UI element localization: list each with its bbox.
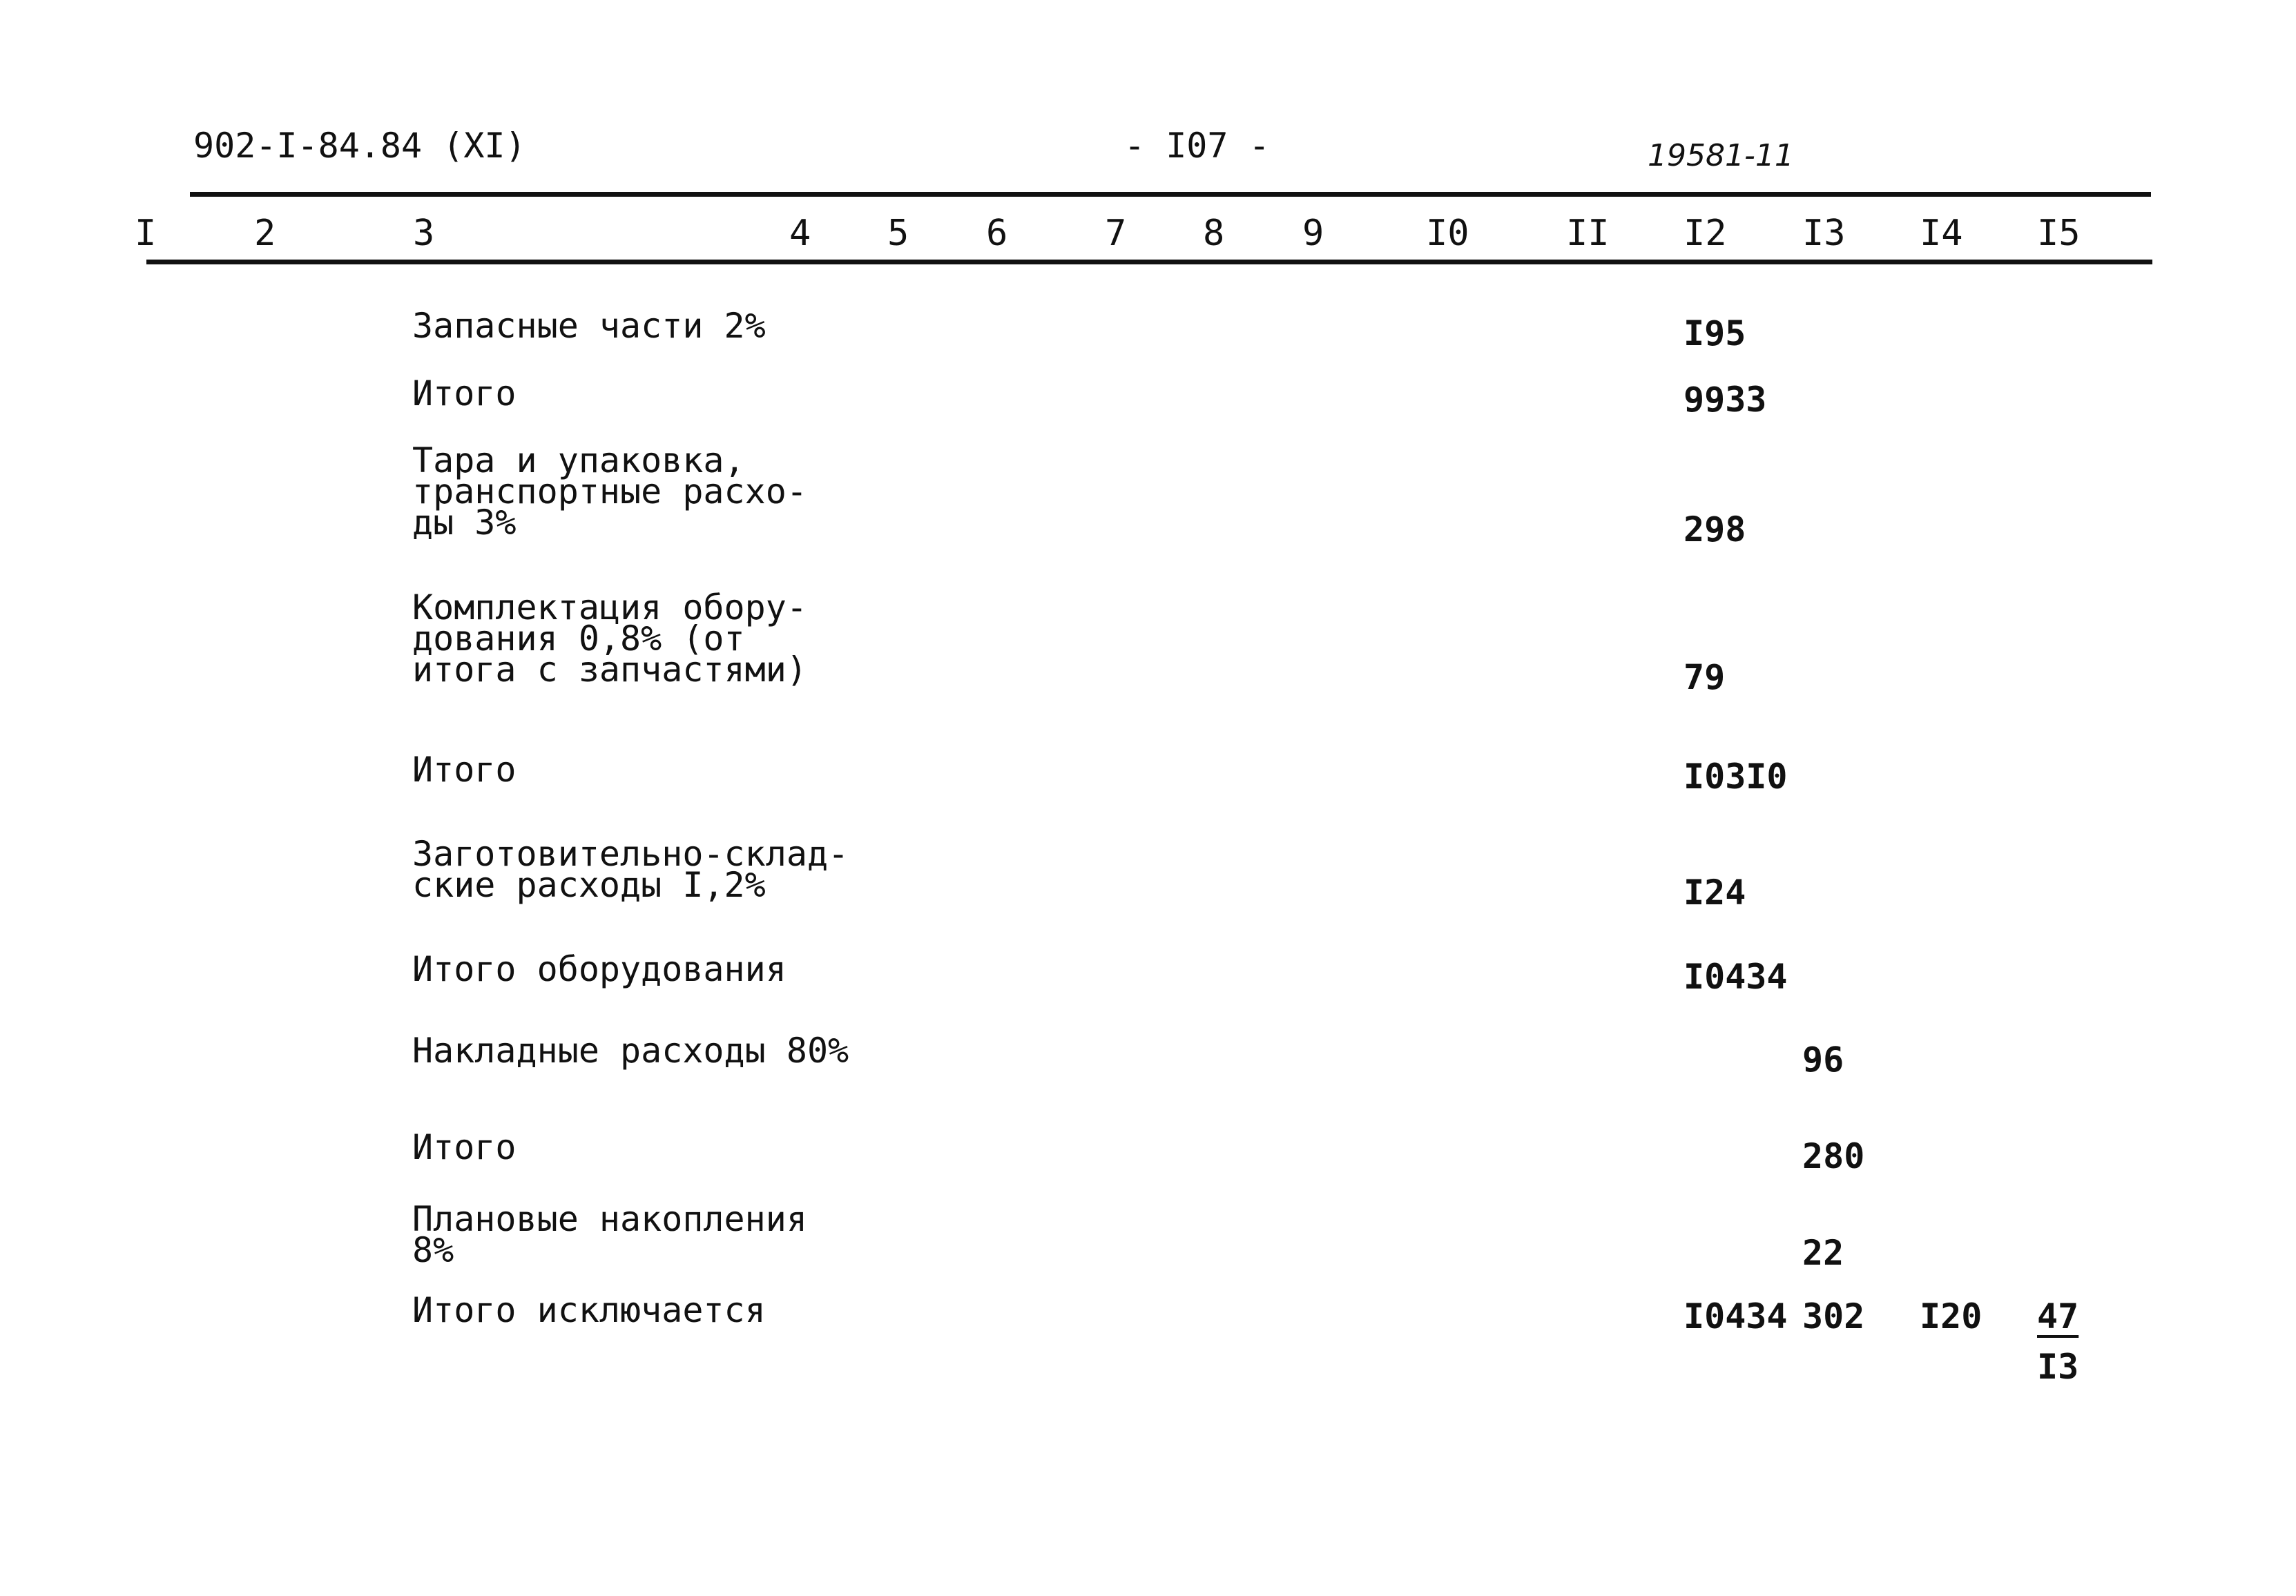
cell-col13: 22 bbox=[1802, 1233, 1844, 1273]
column-header-1: I bbox=[135, 213, 157, 254]
column-header-9: 9 bbox=[1302, 213, 1324, 254]
column-header-6: 6 bbox=[986, 213, 1008, 254]
cell-col12: I95 bbox=[1684, 313, 1746, 353]
column-header-12: I2 bbox=[1684, 213, 1727, 254]
column-header-7: 7 bbox=[1105, 213, 1127, 254]
document-code: 902-I-84.84 (XI) bbox=[193, 126, 526, 166]
table-header-rule bbox=[146, 260, 2152, 264]
row-label: Итого исключается bbox=[412, 1290, 766, 1330]
cell-col15-numerator: 47 bbox=[2037, 1296, 2079, 1336]
cell-col15-denominator: I3 bbox=[2037, 1347, 2079, 1387]
row-label: Тара и упаковка, транспортные расхо- ды 3% bbox=[412, 440, 807, 543]
row-label: Плановые накопления 8% bbox=[412, 1199, 807, 1270]
cell-col12: I0434 bbox=[1684, 1296, 1788, 1336]
cell-col12: I24 bbox=[1684, 873, 1746, 913]
cell-col13: 96 bbox=[1802, 1040, 1844, 1080]
row-label: Комплектация обору- дования 0,8% (от итога с запчастями) bbox=[412, 587, 807, 690]
column-header-8: 8 bbox=[1203, 213, 1225, 254]
row-label: Итого bbox=[412, 373, 517, 413]
column-header-13: I3 bbox=[1802, 213, 1846, 254]
row-label: Запасные части 2% bbox=[412, 306, 766, 346]
row-label: Итого bbox=[412, 750, 517, 790]
column-header-3: 3 bbox=[413, 213, 435, 254]
cell-col13: 302 bbox=[1802, 1296, 1865, 1336]
cell-col12: I0434 bbox=[1684, 957, 1788, 997]
column-header-2: 2 bbox=[254, 213, 276, 254]
column-header-4: 4 bbox=[789, 213, 811, 254]
cell-col12: I03I0 bbox=[1684, 757, 1788, 797]
cell-col13: 280 bbox=[1802, 1136, 1865, 1176]
row-label: Итого bbox=[412, 1127, 517, 1167]
table-top-rule bbox=[190, 192, 2151, 197]
cell-col12: 298 bbox=[1684, 509, 1746, 549]
column-header-5: 5 bbox=[887, 213, 909, 254]
column-header-14: I4 bbox=[1920, 213, 1963, 254]
cell-col12: 9933 bbox=[1684, 380, 1767, 420]
column-header-15: I5 bbox=[2037, 213, 2081, 254]
row-label: Итого оборудования bbox=[412, 949, 787, 989]
row-label: Накладные расходы 80% bbox=[412, 1031, 849, 1071]
row-label: Заготовительно-склад- ские расходы I,2% bbox=[412, 834, 849, 905]
handwritten-stamp: 19581-11 bbox=[1648, 138, 1794, 173]
page-number: - I07 - bbox=[1124, 126, 1270, 166]
cell-col12: 79 bbox=[1684, 657, 1726, 697]
column-header-10: I0 bbox=[1426, 213, 1469, 254]
column-header-11: II bbox=[1566, 213, 1610, 254]
cell-col14: I20 bbox=[1920, 1296, 1983, 1336]
